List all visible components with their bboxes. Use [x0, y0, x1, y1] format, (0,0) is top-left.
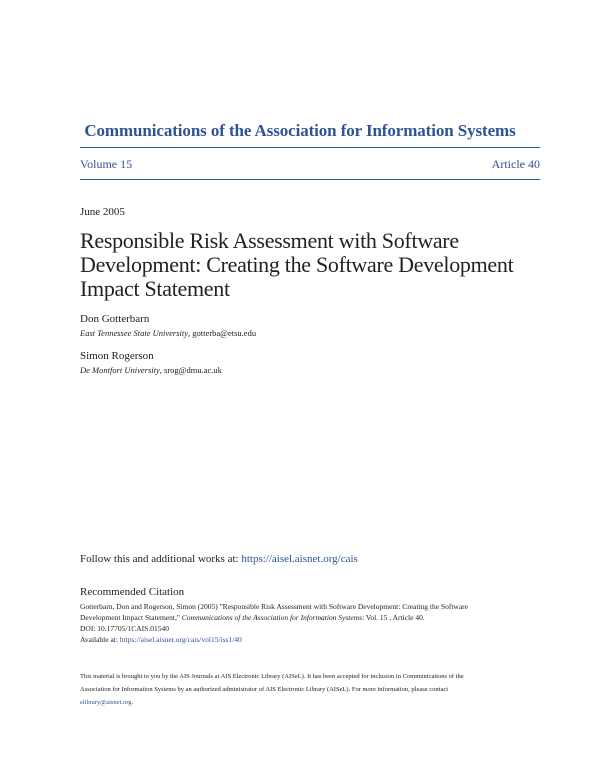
citation-line [80, 612, 520, 623]
notice-line: This material is brought to you by the AIS Journals at AIS Electronic Library (AISeL). It has been accepted for inclusion in Communications of the [80, 673, 464, 680]
title-line: Development: Creating the Software Development [80, 252, 514, 277]
follow-works [80, 553, 358, 565]
notice-line: Association for Information Systems by an authorized administrator of AIS Electronic Library (AISeL). For more information, please contact [80, 686, 449, 693]
author-email: , srog@dmu.ac.uk [159, 365, 222, 375]
notice-text: . [131, 699, 134, 706]
author-affiliation [80, 328, 256, 338]
citation-line: Gotterbarn, Don and Rogerson, Simon (2005) "Responsible Risk Assessment with Software Development: Creating the Software [80, 602, 469, 611]
author-affiliation [80, 365, 222, 375]
recommended-citation-heading: Recommended Citation [80, 586, 185, 598]
available-label: Available at: [80, 635, 120, 644]
volume-link[interactable]: Volume 15 [80, 157, 133, 171]
affiliation-name: De Montfort University [80, 365, 160, 375]
citation-journal: Communications of the Association for Information Systems [181, 613, 363, 622]
header-rule-top [80, 147, 540, 148]
citation-available [80, 634, 520, 645]
affiliation-name: East Tennessee State University [80, 328, 189, 338]
article-link[interactable]: Article 40 [491, 157, 540, 171]
library-notice [80, 670, 520, 709]
citation-text: Development Impact Statement," [80, 613, 182, 622]
header-rule-bottom [80, 179, 540, 180]
author-email: , gotterba@etsu.edu [188, 328, 257, 338]
title-line: Responsible Risk Assessment with Software [80, 228, 459, 253]
author-name[interactable]: Simon Rogerson [80, 350, 154, 362]
author-name[interactable]: Don Gotterbarn [80, 313, 150, 325]
citation-block [80, 601, 520, 645]
title-line: Impact Statement [80, 276, 230, 301]
citation-doi: DOI: 10.17705/1CAIS.01540 [80, 624, 169, 633]
notice-email-link[interactable]: elibrary@aisnet.org [80, 699, 132, 706]
notice-line [80, 696, 520, 709]
follow-text: Follow this and additional works at: [80, 553, 242, 565]
follow-link[interactable]: https://aisel.aisnet.org/cais [241, 553, 358, 565]
publication-date: June 2005 [80, 206, 125, 218]
journal-title[interactable]: Communications of the Association for Information Systems [84, 121, 516, 140]
available-link[interactable]: https://aisel.aisnet.org/cais/vol15/iss1/40 [119, 635, 242, 644]
citation-text: : Vol. 15 , Article 40. [362, 613, 425, 622]
article-title [80, 229, 550, 301]
